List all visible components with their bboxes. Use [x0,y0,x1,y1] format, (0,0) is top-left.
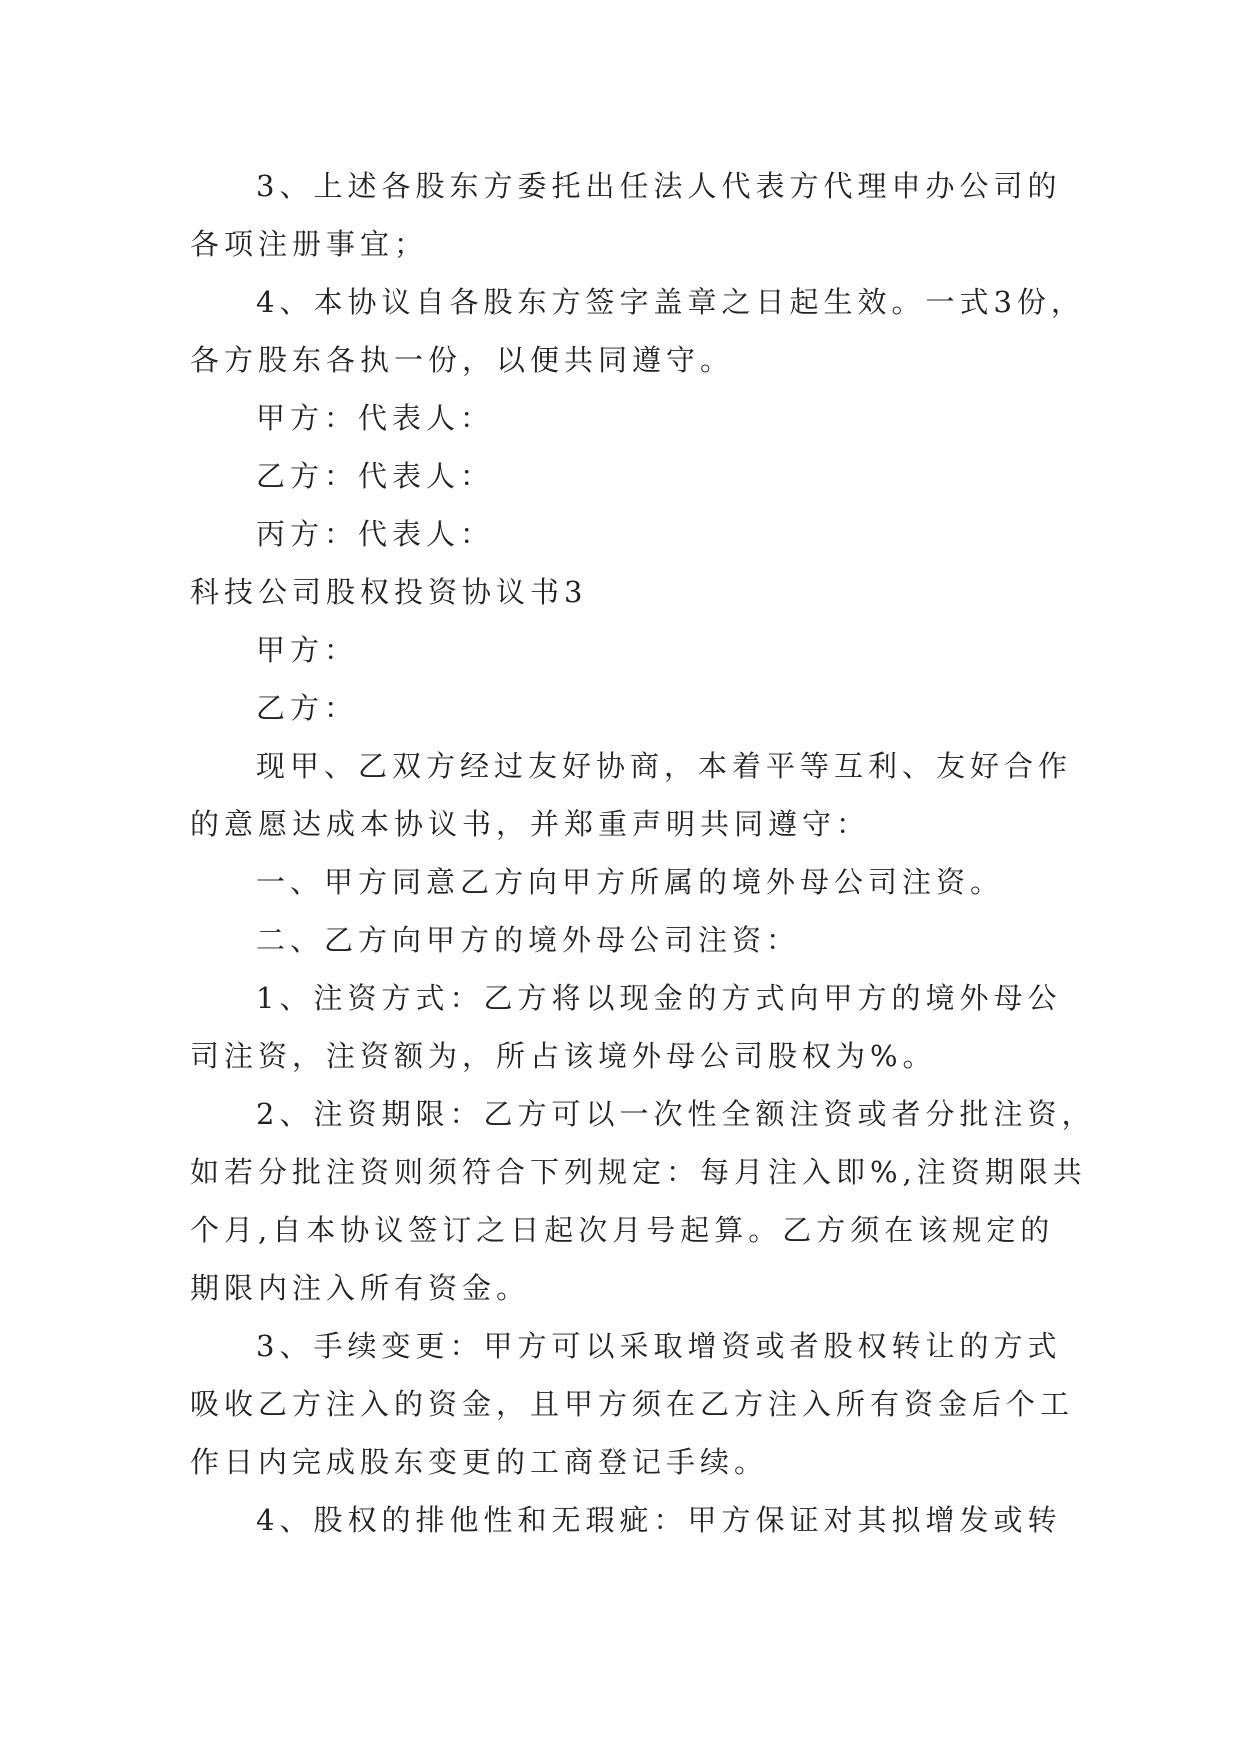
item-3-line-2: 吸收乙方注入的资金，且甲方须在乙方注入所有资金后个工 [190,1387,1075,1421]
item-2-line-2: 如若分批注资则须符合下列规定：每月注入即%,注资期限共 [190,1155,1087,1189]
clause-4-line-1: 4、本协议自各股东方签字盖章之日起生效。一式3份， [256,285,1085,319]
item-4-line-1: 4、股权的排他性和无瑕疵：甲方保证对其拟增发或转 [256,1503,1062,1537]
item-2-line-3: 个月,自本协议签订之日起次月号起算。乙方须在该规定的 [190,1213,1055,1247]
preamble-line-2: 的意愿达成本协议书，并郑重声明共同遵守： [190,807,871,841]
item-2-line-1: 2、注资期限：乙方可以一次性全额注资或者分批注资， [256,1097,1096,1131]
section-title: 科技公司股权投资协议书3 [190,575,588,609]
item-3-line-1: 3、手续变更：甲方可以采取增资或者股权转让的方式 [256,1329,1062,1363]
document-body [190,157,1096,1549]
item-3-line-3: 作日内完成股东变更的工商登记手续。 [190,1445,769,1479]
party-b-signature: 乙方：代表人： [256,459,495,493]
article-1: 一、甲方同意乙方向甲方所属的境外母公司注资。 [256,865,1005,899]
item-2-line-4: 期限内注入所有资金。 [190,1271,531,1305]
preamble-line-1: 现甲、乙双方经过友好协商，本着平等互利、友好合作 [256,749,1073,783]
clause-3-line-2: 各项注册事宜； [190,227,429,261]
party-a-label: 甲方： [256,633,359,667]
item-1-line-2: 司注资，注资额为，所占该境外母公司股权为%。 [190,1039,937,1073]
clause-3-line-1: 3、上述各股东方委托出任法人代表方代理申办公司的 [256,169,1062,203]
clause-4-line-2: 各方股东各执一份，以便共同遵守。 [190,343,735,377]
party-c-signature: 丙方：代表人： [256,517,495,551]
party-a-signature: 甲方：代表人： [256,401,495,435]
party-b-label: 乙方： [256,691,359,725]
article-2-heading: 二、乙方向甲方的境外母公司注资： [256,923,801,957]
item-1-line-1: 1、注资方式：乙方将以现金的方式向甲方的境外母公 [256,981,1062,1015]
